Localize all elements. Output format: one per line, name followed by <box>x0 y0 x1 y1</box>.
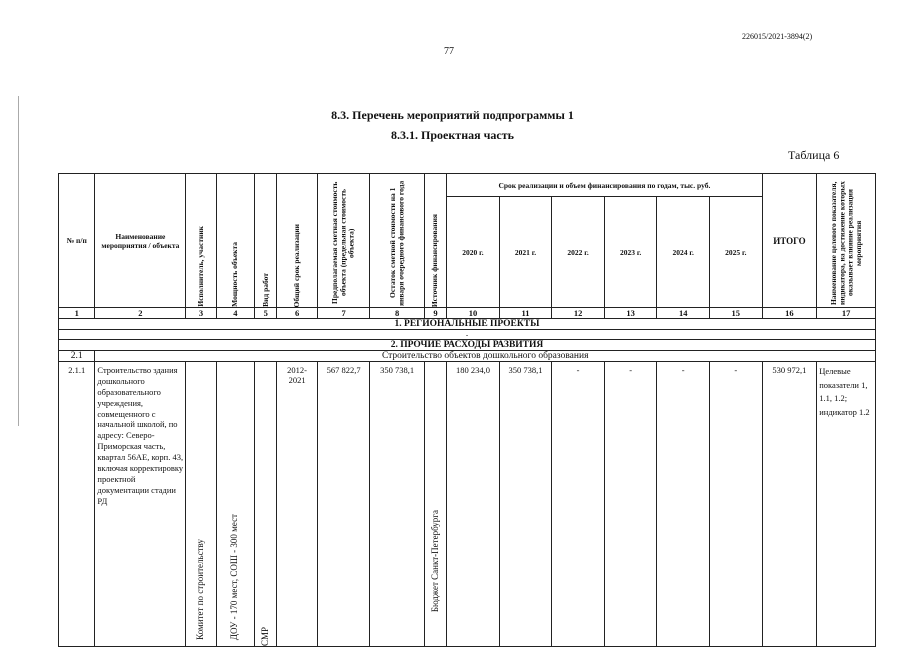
column-number: 1 <box>59 308 95 319</box>
section-other-expenses: 2. ПРОЧИЕ РАСХОДЫ РАЗВИТИЯ <box>59 340 876 351</box>
header-work-type <box>255 174 277 308</box>
row-capacity-text: ДОУ - 170 мест, СОШ - 300 мест <box>229 513 240 640</box>
header-year-2023: 2023 г. <box>604 197 657 308</box>
row-work-type-text: СМР <box>259 626 270 646</box>
header-indicators <box>817 174 876 308</box>
column-number: 17 <box>817 308 876 319</box>
header-funding-source-label: Источник финансирования <box>430 213 440 307</box>
table-row <box>59 362 876 647</box>
header-num: № п/п <box>59 174 95 308</box>
row-year-2020: 180 234,0 <box>447 362 500 647</box>
subsection-title: Строительство объектов дошкольного образования <box>95 351 876 362</box>
column-number: 16 <box>762 308 817 319</box>
subsection-number: 2.1 <box>59 351 95 362</box>
column-number: 13 <box>604 308 657 319</box>
header-funding-source <box>424 174 446 308</box>
column-number: 4 <box>216 308 254 319</box>
header-funding-group: Срок реализации и объем финансирования по годам, тыс. руб. <box>447 174 762 197</box>
column-number: 5 <box>255 308 277 319</box>
row-number: 2.1.1 <box>59 362 95 647</box>
column-number: 10 <box>447 308 500 319</box>
row-funding-source <box>424 362 446 647</box>
row-name: Строительство здания дошкольного образовательного учреждения, совмещенного с начальной школой, по адресу: Северо-Приморская часть, квартал 56АЕ, корп. 43, включая корректировку проектной документации стадии РД <box>95 362 186 647</box>
column-number: 2 <box>95 308 186 319</box>
table-label: Таблица 6 <box>788 148 840 162</box>
column-number: 14 <box>657 308 710 319</box>
header-year-2021: 2021 г. <box>499 197 552 308</box>
section-regional-projects-empty: - <box>59 330 876 340</box>
section-regional-projects: 1. РЕГИОНАЛЬНЫЕ ПРОЕКТЫ <box>59 319 876 330</box>
column-number: 6 <box>277 308 317 319</box>
document-id: 226015/2021-3894(2) <box>742 32 813 41</box>
page-number: 77 <box>444 46 454 57</box>
column-number: 3 <box>186 308 216 319</box>
column-number: 9 <box>424 308 446 319</box>
row-year-2023: - <box>604 362 657 647</box>
header-total: ИТОГО <box>762 174 817 308</box>
row-indicators: Целевые показатели 1, 1.1, 1.2; индикатор 1.2 <box>817 362 876 647</box>
row-executor-text: Комитет по строительству <box>195 539 206 640</box>
row-year-2021: 350 738,1 <box>499 362 552 647</box>
column-number: 11 <box>499 308 552 319</box>
header-capacity <box>216 174 254 308</box>
row-capacity <box>216 362 254 647</box>
header-year-2024: 2024 г. <box>657 197 710 308</box>
row-executor <box>186 362 216 647</box>
row-remaining-cost: 350 738,1 <box>370 362 425 647</box>
header-name: Наименование мероприятия / объекта <box>95 174 186 308</box>
subsection-heading: 8.3.1. Проектная часть <box>391 128 514 142</box>
header-remaining-cost-label: Остаток сметной стоимости на 1 января очередного финансового года <box>387 180 406 306</box>
header-period <box>277 174 317 308</box>
page-edge-mark <box>18 96 19 426</box>
header-work-type-label: Вид работ <box>260 273 270 307</box>
header-year-2020: 2020 г. <box>447 197 500 308</box>
row-year-2022: - <box>552 362 605 647</box>
header-capacity-label: Мощность объекта <box>230 242 240 307</box>
row-total: 530 972,1 <box>762 362 817 647</box>
header-remaining-cost <box>370 174 425 308</box>
row-year-2024: - <box>657 362 710 647</box>
header-estimated-cost <box>317 174 370 308</box>
header-estimated-cost-label: Предполагаемая сметная стоимость объекта (предельная стоимость объекта) <box>330 181 356 305</box>
activities-table <box>58 173 876 647</box>
header-executor-label: Исполнитель, участник <box>195 226 205 307</box>
row-year-2025: - <box>709 362 762 647</box>
row-funding-source-text: Бюджет Санкт-Петербурга <box>429 509 440 612</box>
section-heading: 8.3. Перечень мероприятий подпрограммы 1 <box>331 108 574 122</box>
row-estimated-cost: 567 822,7 <box>317 362 370 647</box>
column-number: 7 <box>317 308 370 319</box>
column-number: 12 <box>552 308 605 319</box>
header-year-2025: 2025 г. <box>709 197 762 308</box>
column-number: 15 <box>709 308 762 319</box>
header-executor <box>186 174 216 308</box>
header-indicators-label: Наименование целевого показателя, индикатора, на достижение которых оказывает влияние реализация мероприятия <box>828 181 863 305</box>
row-work-type <box>255 362 277 647</box>
header-year-2022: 2022 г. <box>552 197 605 308</box>
header-period-label: Общий срок реализации <box>291 223 301 307</box>
column-number: 8 <box>370 308 425 319</box>
row-period: 2012-2021 <box>277 362 317 647</box>
